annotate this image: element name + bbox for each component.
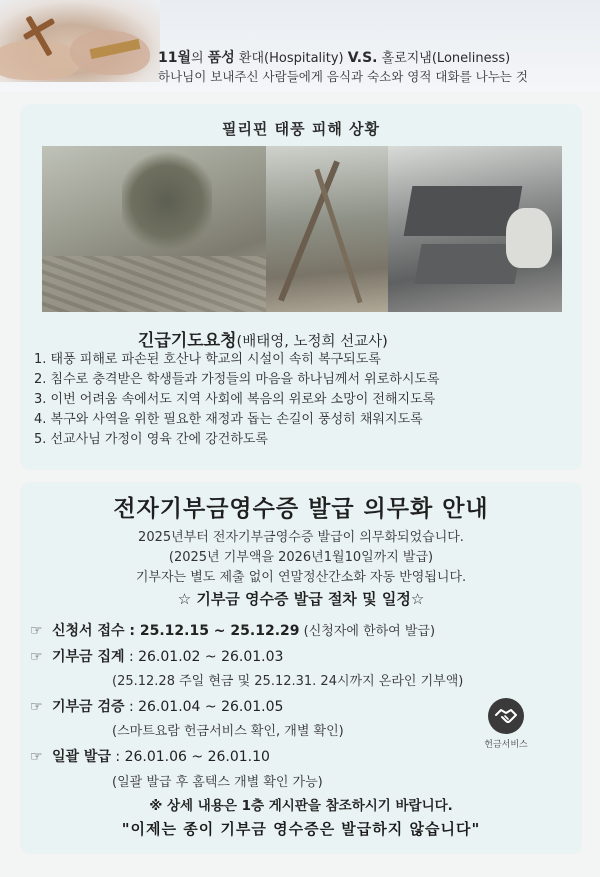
header-banner <box>0 0 600 92</box>
step-aggregation: ☞ 기부금 집계 : 26.01.02 ~ 26.01.03 <box>30 649 284 665</box>
list-item: 4. 복구와 사역을 위한 필요한 재정과 돕는 손길이 풍성히 채워지도록 <box>34 412 423 427</box>
step-issuance: ☞ 일괄 발급 : 26.01.06 ~ 26.01.10 <box>30 749 270 765</box>
no-paper-receipt-quote: "이제는 종이 기부금 영수증은 발급하지 않습니다" <box>121 820 481 838</box>
praying-hands-cross-photo <box>0 0 160 82</box>
pointing-hand-icon: ☞ <box>30 623 43 639</box>
list-item: 2. 침수로 충격받은 학생들과 가정들의 마음을 하나님께서 위로하시도록 <box>34 372 440 387</box>
monthly-virtue-subtitle: 하나님이 보내주신 사람들에게 음식과 숙소와 영적 대화를 나누는 것 <box>158 69 528 84</box>
typhoon-damage-card <box>20 104 582 470</box>
pointing-hand-icon: ☞ <box>30 749 43 765</box>
list-item: 5. 선교사님 가정이 영육 간에 강건하도록 <box>34 432 268 447</box>
step-issuance-note: (일괄 발급 후 홈텍스 개별 확인 가능) <box>112 775 323 790</box>
reference-note: ※ 상세 내용은 1층 게시판을 참조하시기 바랍니다. <box>149 798 453 814</box>
step-application: ☞ 신청서 접수 : 25.12.15 ~ 25.12.29 (신청자에 한하여 발급) <box>30 623 436 639</box>
pointing-hand-icon: ☞ <box>30 649 43 665</box>
offering-service-badge <box>476 698 536 758</box>
procedure-subtitle: ☆ 기부금 영수증 발급 절차 및 일정☆ <box>177 590 425 608</box>
monthly-virtue-title: 11월의 품성 환대(Hospitality) V.S. 홀로지냄(Loneliness) <box>158 50 511 66</box>
step-verification: ☞ 기부금 검증 : 26.01.04 ~ 26.01.05 <box>30 699 284 715</box>
damage-photos <box>42 146 562 312</box>
badge-label: 헌금서비스 <box>484 740 528 750</box>
pointing-hand-icon: ☞ <box>30 699 43 715</box>
damage-photo-flooded-classroom <box>388 146 562 312</box>
donation-receipt-card <box>20 482 582 854</box>
prayer-list <box>34 350 574 450</box>
receipt-line-2: (2025년 기부액을 2026년1월10일까지 발급) <box>168 550 434 565</box>
list-item: 1. 태풍 피해로 파손된 호산나 학교의 시설이 속히 복구되도록 <box>34 352 381 367</box>
receipt-title: 전자기부금영수증 발급 의무화 안내 <box>113 496 489 522</box>
prayer-request-heading: 긴급기도요청(배태영, 노정희 선교사) <box>138 331 388 351</box>
handshake-icon <box>488 698 524 734</box>
typhoon-title: 필리핀 태풍 피해 상황 <box>221 120 381 138</box>
damage-photo-fallen-tree <box>42 146 266 312</box>
step-verification-note: (스마트요람 헌금서비스 확인, 개별 확인) <box>112 724 344 739</box>
receipt-line-1: 2025년부터 전자기부금영수증 발급이 의무화되었습니다. <box>138 530 464 545</box>
receipt-line-3: 기부자는 별도 제출 없이 연말정산간소화 자동 반영됩니다. <box>135 570 467 585</box>
damage-photo-broken-beams <box>266 146 388 312</box>
step-aggregation-note: (25.12.28 주일 현금 및 25.12.31. 24시까지 온라인 기부액) <box>112 674 464 689</box>
list-item: 3. 이번 어려움 속에서도 지역 사회에 복음의 위로와 소망이 전해지도록 <box>34 392 436 407</box>
